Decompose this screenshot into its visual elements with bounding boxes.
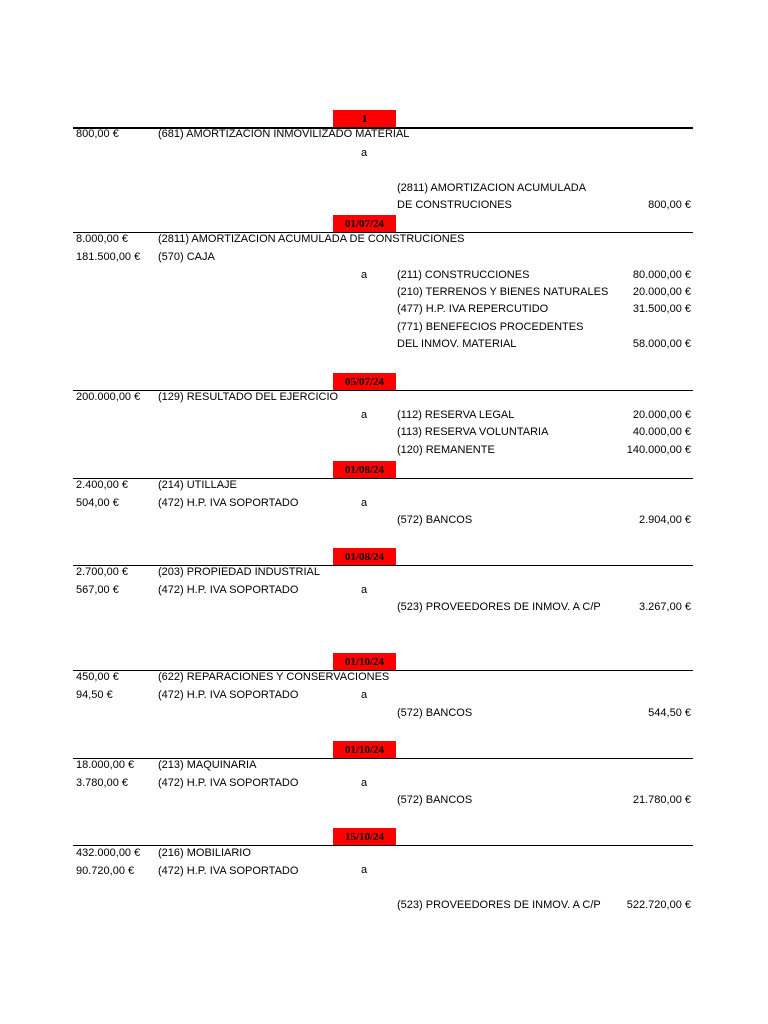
entry-header-date: 01/10/24 <box>333 741 396 758</box>
entry-header-date: 01/07/24 <box>333 215 396 232</box>
debit-account: (213) MAQUINARIA <box>158 759 257 771</box>
entry-header-date: 01/08/24 <box>333 548 396 565</box>
debit-account: (681) AMORTIZACIÓN INMOVILIZADO MATERIAL <box>158 128 410 140</box>
credit-account: (120) REMANENTE <box>397 444 495 456</box>
entry-header-date: 05/07/24 <box>333 373 396 390</box>
debit-amount: 432.000,00 € <box>76 847 141 859</box>
debit-account: (214) UTILLAJE <box>158 479 237 491</box>
credit-amount: 31.500,00 € <box>632 303 691 315</box>
credit-account: (210) TERRENOS Y BIENES NATURALES <box>397 286 609 298</box>
credit-amount: 20.000,00 € <box>632 409 691 421</box>
credit-account: (523) PROVEEDORES DE INMOV. A C/P <box>397 601 601 613</box>
credit-account: (572) BANCOS <box>397 794 473 806</box>
credit-amount: 80.000,00 € <box>632 269 691 281</box>
entry-header-date: 15/10/24 <box>333 828 396 845</box>
debit-amount: 567,00 € <box>76 583 119 596</box>
credit-amount: 40.000,00 € <box>632 426 691 438</box>
debit-amount: 200.000,00 € <box>76 391 141 403</box>
debit-amount: 800,00 € <box>76 128 119 140</box>
debit-amount: 94,50 € <box>76 688 113 701</box>
entry-header-date: 01/08/24 <box>333 461 396 478</box>
credit-amount: 3.267,00 € <box>639 601 691 613</box>
credit-amount: 800,00 € <box>648 199 691 211</box>
credit-account: (112) RESERVA LEGAL <box>397 409 515 421</box>
connector-a: a <box>361 689 368 701</box>
credit-amount: 21.780,00 € <box>632 794 691 806</box>
debit-amount: 450,00 € <box>76 671 119 683</box>
debit-amount: 181.500,00 € <box>76 250 141 263</box>
connector-a: a <box>361 584 368 596</box>
credit-account: (113) RESERVA VOLUNTARIA <box>397 426 549 438</box>
debit-account: (472) H.P. IVA SOPORTADO <box>158 583 299 596</box>
connector-a: a <box>361 269 368 281</box>
credit-amount: 140.000,00 € <box>626 444 691 456</box>
debit-account: (472) H.P. IVA SOPORTADO <box>158 864 299 877</box>
debit-amount: 2.700,00 € <box>76 566 128 578</box>
debit-account: (570) CAJA <box>158 250 215 263</box>
debit-amount: 8.000,00 € <box>76 233 128 245</box>
debit-amount: 2.400,00 € <box>76 479 128 491</box>
debit-amount: 18.000,00 € <box>76 759 135 771</box>
credit-account: (211) CONSTRUCCIONES <box>397 269 530 281</box>
credit-account: (523) PROVEEDORES DE INMOV. A C/P <box>397 899 601 911</box>
credit-amount: 522.720,00 € <box>626 899 691 911</box>
debit-account: (2811) AMORTIZACION ACUMULADA DE CONSTRUCIONES <box>158 233 465 245</box>
debit-account: (622) REPARACIONES Y CONSERVACIONES <box>158 671 390 683</box>
debit-account: (203) PROPIEDAD INDUSTRIAL <box>158 566 320 578</box>
debit-amount: 90.720,00 € <box>76 864 135 877</box>
debit-amount: 504,00 € <box>76 496 119 509</box>
connector-a: a <box>361 497 368 509</box>
credit-amount: 58.000,00 € <box>632 338 691 350</box>
credit-account: DEL INMOV. MATERIAL <box>397 338 517 350</box>
debit-amount: 3.780,00 € <box>76 776 128 789</box>
debit-account: (472) H.P. IVA SOPORTADO <box>158 776 299 789</box>
connector-a: a <box>361 864 368 876</box>
credit-amount: 544,50 € <box>648 707 691 719</box>
debit-account: (472) H.P. IVA SOPORTADO <box>158 496 299 509</box>
credit-amount: 20.000,00 € <box>632 286 691 298</box>
entry-divider-line <box>73 845 693 846</box>
credit-account: (771) BENEFECIOS PROCEDENTES <box>397 321 584 333</box>
credit-account: DE CONSTRUCIONES <box>397 199 512 211</box>
debit-account: (129) RESULTADO DEL EJERCICIO <box>158 391 339 403</box>
connector-a: a <box>361 147 368 159</box>
credit-account: (2811) AMORTIZACION ACUMULADA <box>397 182 587 194</box>
credit-amount: 2.904,00 € <box>639 514 691 526</box>
entry-header-date: 01/10/24 <box>333 653 396 670</box>
credit-account: (572) BANCOS <box>397 707 473 719</box>
debit-account: (216) MOBILIARIO <box>158 847 251 859</box>
connector-a: a <box>361 777 368 789</box>
entry-header-date: 1 <box>333 110 396 127</box>
credit-account: (572) BANCOS <box>397 514 473 526</box>
connector-a: a <box>361 409 368 421</box>
credit-account: (477) H.P. IVA REPERCUTIDO <box>397 303 549 315</box>
debit-account: (472) H.P. IVA SOPORTADO <box>158 688 299 701</box>
